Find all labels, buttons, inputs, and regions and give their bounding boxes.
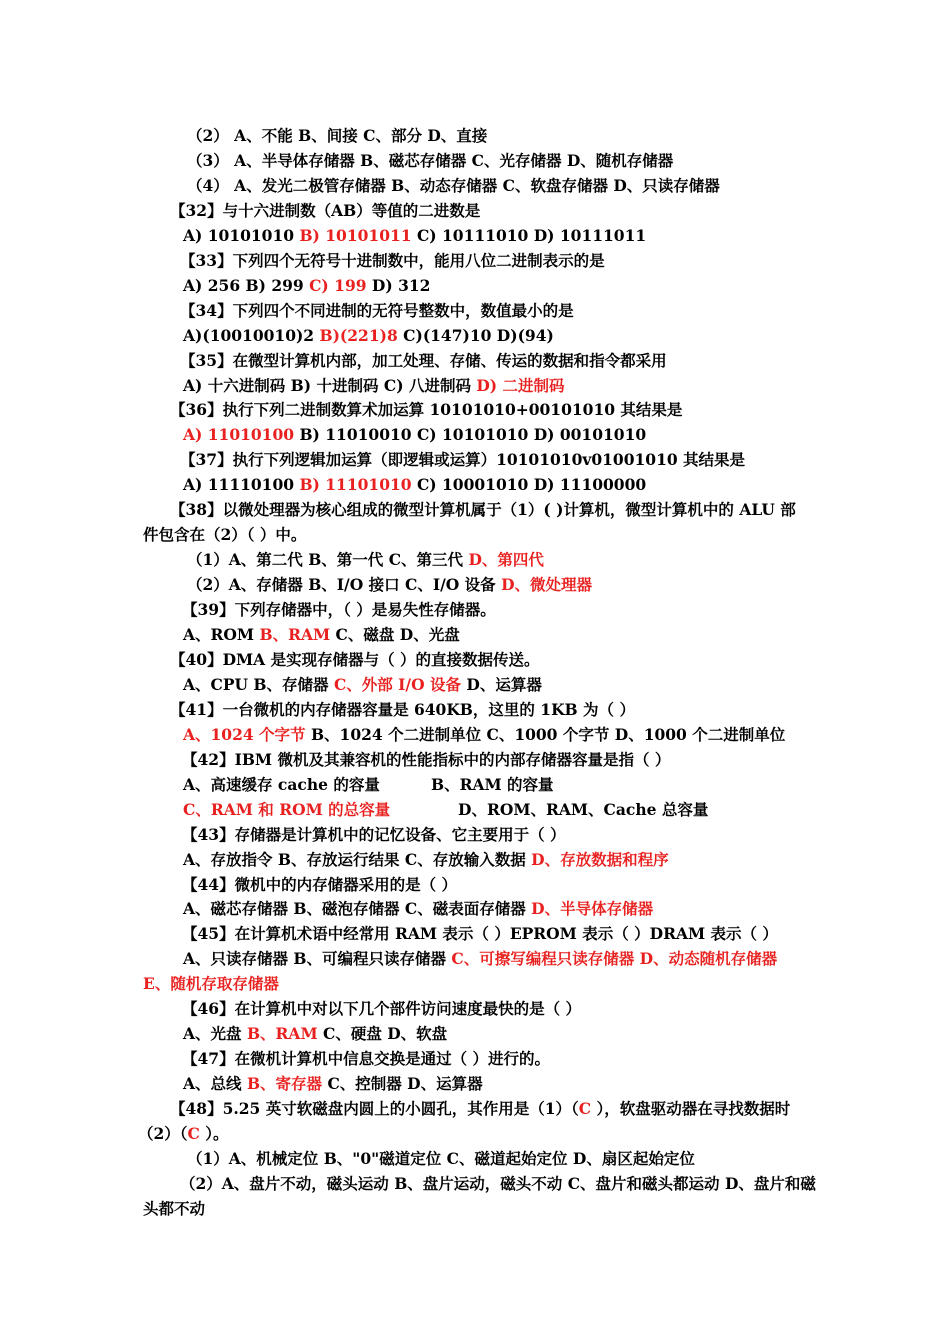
question-text: A)(10010010)2: [183, 325, 320, 345]
question-text: D、运算器: [460, 674, 542, 694]
answer-text: B) 11101010: [299, 475, 412, 495]
answer-text: B、RAM: [246, 1024, 318, 1044]
question-text: （3） A、半导体存储器 B、磁芯存储器 C、光存储器 D、随机存储器: [187, 150, 674, 170]
text-line: [187, 550, 544, 570]
text-line: [183, 326, 554, 346]
question-text: B、RAM 的容量: [431, 774, 554, 794]
text-line: [187, 575, 592, 595]
answer-text: D、第四代: [468, 550, 544, 570]
question-text: 【35】在微型计算机内部，加工处理、存储、传运的数据和指令都采用: [180, 350, 667, 370]
question-text: 件包含在（2）（ ）中。: [143, 525, 307, 545]
question-text: 【32】与十六进制数（AB）等值的二进数是: [170, 200, 481, 220]
answer-text: B、RAM: [259, 625, 331, 644]
question-text: B) 11010010 C) 10101010 D) 00101010: [294, 425, 647, 445]
question-text: 【40】DMA 是实现存储器与（ ）的直接数据传送。: [170, 649, 540, 669]
text-line: [182, 750, 670, 770]
question-text: 【37】执行下列逻辑加运算（即逻辑或运算）10101010v01001010 其结果是: [180, 450, 746, 470]
answer-text: D) 二进制码: [476, 375, 565, 395]
answer-text: A、1024 个字节: [183, 724, 306, 744]
question-text: C、控制器 D、运算器: [322, 1074, 483, 1094]
question-text: ），软盘驱动器在寻找数据时: [591, 1099, 791, 1119]
question-text: （1）A、第二代 B、第一代 C、第三代: [187, 550, 469, 570]
text-line: [183, 625, 460, 645]
question-text: D、ROM、RAM、Cache 总容量: [458, 799, 709, 819]
text-line: [143, 974, 279, 994]
question-text: 【38】以微处理器为核心组成的微型计算机属于（1）( )计算机，微型计算机中的 ALU 部: [170, 500, 796, 520]
answer-text: C、可擦写编程只读存储器 D、动态随机存储器: [451, 949, 778, 969]
text-line: [183, 800, 390, 820]
answer-text: C、外部 I/O 设备: [333, 674, 461, 694]
text-line: [182, 924, 778, 944]
text-line: [183, 949, 777, 969]
question-text: A、ROM: [183, 625, 260, 644]
question-text: ）。: [199, 1124, 229, 1143]
answer-text: D、半导体存储器: [531, 899, 654, 919]
question-text: （2）A、存储器 B、I/O 接口 C、I/O 设备: [187, 575, 502, 595]
text-line: [182, 1049, 550, 1069]
question-text: C) 10111010 D) 10111011: [411, 225, 647, 245]
text-line: [183, 899, 653, 919]
text-line: [170, 650, 540, 670]
question-text: （1）A、机械定位 B、"0"磁道定位 C、磁道起始定位 D、扇区起始定位: [187, 1148, 695, 1168]
text-line: [183, 850, 669, 870]
question-text: 【33】下列四个无符号十进制数中，能用八位二进制表示的是: [180, 250, 605, 270]
question-text: C、硬盘 D、软盘: [317, 1024, 448, 1044]
text-line: [143, 1199, 205, 1219]
text-line: [187, 1149, 695, 1169]
answer-text: D、微处理器: [501, 575, 593, 595]
text-line: [138, 1124, 229, 1144]
text-line: [182, 875, 457, 895]
question-text: 【46】在计算机中对以下几个部件访问速度最快的是（ ）: [182, 999, 581, 1019]
question-text: （2） A、不能 B、间接 C、部分 D、直接: [187, 126, 488, 145]
question-text: 【41】一台微机的内存储器容量是 640KB，这里的 1KB 为（ ）: [170, 699, 635, 719]
text-line: [183, 475, 646, 495]
text-line: [183, 226, 646, 246]
question-text: A、CPU B、存储器: [183, 674, 334, 694]
question-text: （2）（: [138, 1124, 188, 1143]
text-line: [180, 251, 605, 271]
question-text: D) 312: [366, 275, 431, 295]
text-line: [170, 700, 635, 720]
text-line: [170, 201, 480, 221]
question-text: A) 256 B) 299: [183, 275, 310, 295]
question-text: A、光盘: [183, 1024, 247, 1044]
text-line: [187, 176, 720, 196]
question-text: A) 十六进制码 B) 十进制码 C) 八进制码: [183, 375, 477, 395]
answer-text: D、存放数据和程序: [531, 849, 669, 869]
question-text: 【39】下列存储器中，（ ）是易失性存储器。: [182, 600, 496, 620]
text-line: [182, 999, 581, 1019]
question-text: A、高速缓存 cache 的容量: [183, 774, 380, 794]
text-line: [143, 525, 306, 545]
question-text: A) 11110100: [183, 475, 300, 495]
question-text: A) 10101010: [183, 225, 300, 245]
question-text: 【36】执行下列二进制数算术加运算 10101010+00101010 其结果是: [170, 400, 683, 420]
answer-text: A) 11010100: [183, 425, 295, 445]
text-line: [183, 1074, 483, 1094]
question-text: （2）A、盘片不动，磁头运动 B、盘片运动，磁头不动 C、盘片和磁头都运动 D、盘片和磁: [180, 1173, 816, 1193]
question-text: （4） A、发光二极管存储器 B、动态存储器 C、软盘存储器 D、只读存储器: [187, 175, 720, 195]
text-line: [183, 675, 542, 695]
question-text: A、磁芯存储器 B、磁泡存储器 C、磁表面存储器: [183, 899, 532, 919]
text-line: [187, 126, 487, 146]
text-line: [183, 1024, 447, 1044]
question-text: C) 10001010 D) 11100000: [411, 475, 647, 495]
question-text: A、只读存储器 B、可编程只读存储器: [183, 949, 452, 969]
answer-text: B) 10101011: [299, 225, 412, 245]
text-line: [170, 1099, 790, 1119]
text-line: [180, 301, 574, 321]
question-text: 【45】在计算机术语中经常用 RAM 表示（ ）EPROM 表示（ ）DRAM 表示（ ）: [182, 924, 778, 944]
question-text: C、磁盘 D、光盘: [330, 625, 460, 644]
text-line-column: [431, 775, 554, 795]
answer-text: B、寄存器: [246, 1074, 323, 1094]
question-text: 头都不动: [143, 1198, 206, 1218]
answer-text: E、随机存取存储器: [143, 974, 279, 994]
question-text: 【44】微机中的内存储器采用的是（ ）: [182, 874, 457, 894]
question-text: 【47】在微机计算机中信息交换是通过（ ）进行的。: [182, 1049, 550, 1069]
text-line: [180, 351, 667, 371]
text-line: [180, 450, 745, 470]
question-text: A、存放指令 B、存放运行结果 C、存放输入数据: [183, 849, 532, 869]
answer-text: C) 199: [309, 275, 367, 295]
text-line: [183, 276, 430, 296]
text-line: [183, 775, 380, 795]
answer-text: C: [578, 1099, 592, 1119]
text-line: [183, 425, 646, 445]
question-text: C)(147)10 D)(94): [397, 325, 554, 345]
text-line: [183, 376, 565, 396]
text-line: [182, 600, 496, 620]
text-line-column: [458, 800, 708, 820]
answer-text: C: [187, 1124, 200, 1143]
question-text: A、总线: [183, 1074, 247, 1094]
question-text: 【43】存储器是计算机中的记忆设备、它主要用于（ ）: [182, 824, 566, 844]
question-text: 【34】下列四个不同进制的无符号整数中，数值最小的是: [180, 300, 574, 320]
text-line: [170, 500, 796, 520]
question-text: 【48】5.25 英寸软磁盘内圆上的小圆孔，其作用是（1）（: [170, 1099, 579, 1119]
question-text: B、1024 个二进制单位 C、1000 个字节 D、1000 个二进制单位: [305, 724, 786, 744]
answer-text: C、RAM 和 ROM 的总容量: [183, 799, 391, 819]
text-line: [183, 725, 785, 745]
text-line: [170, 400, 682, 420]
text-line: [180, 1174, 816, 1194]
answer-text: B)(221)8: [319, 325, 398, 345]
text-line: [187, 151, 673, 171]
text-line: [182, 825, 565, 845]
question-text: 【42】IBM 微机及其兼容机的性能指标中的内部存储器容量是指（ ）: [182, 749, 671, 769]
